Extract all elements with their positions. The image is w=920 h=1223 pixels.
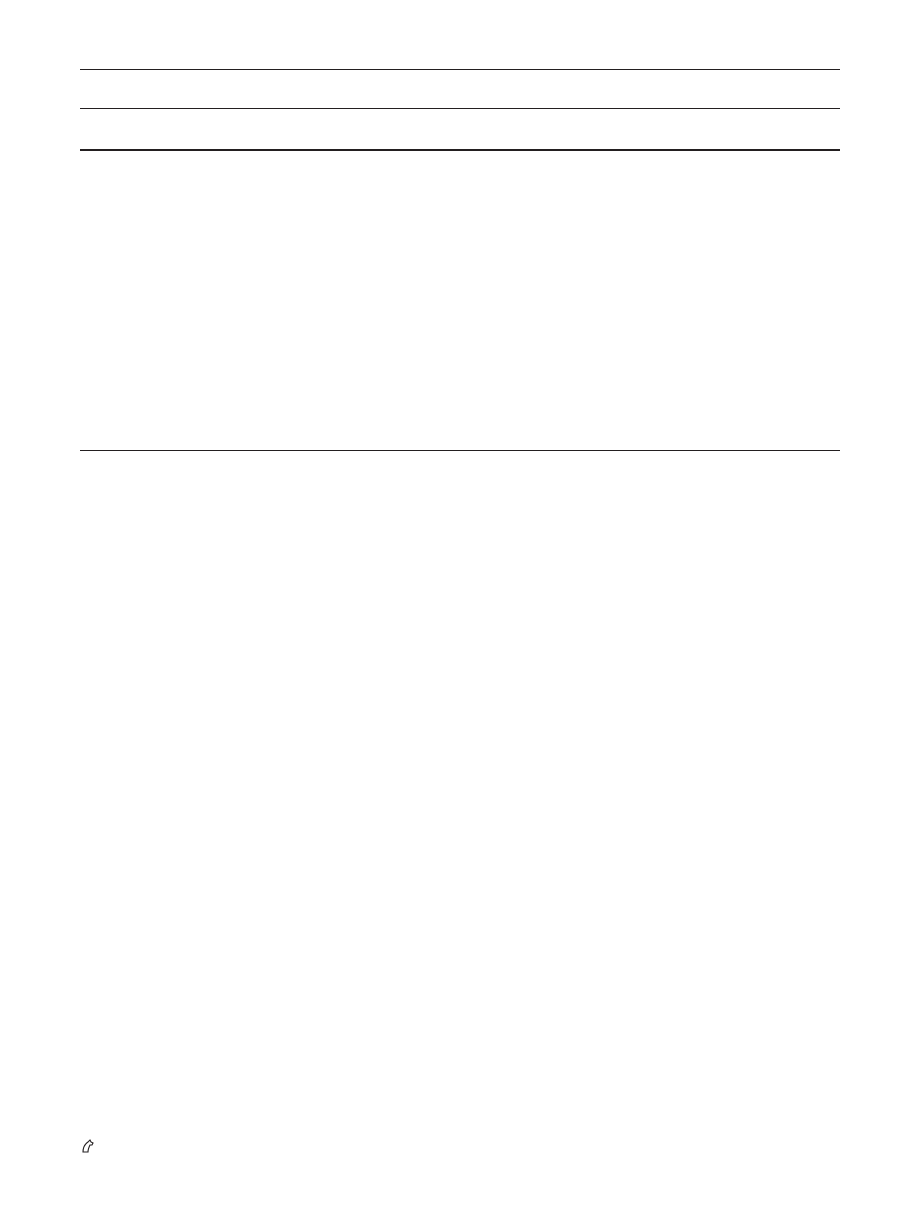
table-header-rule <box>80 149 840 151</box>
table-top-rule <box>80 108 840 109</box>
table-bottom-rule <box>80 450 840 451</box>
table-caption <box>80 88 86 103</box>
network-graph-figure <box>80 488 840 898</box>
publisher-footer <box>80 1138 95 1155</box>
springer-horse-icon <box>80 1138 95 1154</box>
header-rule <box>80 69 840 70</box>
